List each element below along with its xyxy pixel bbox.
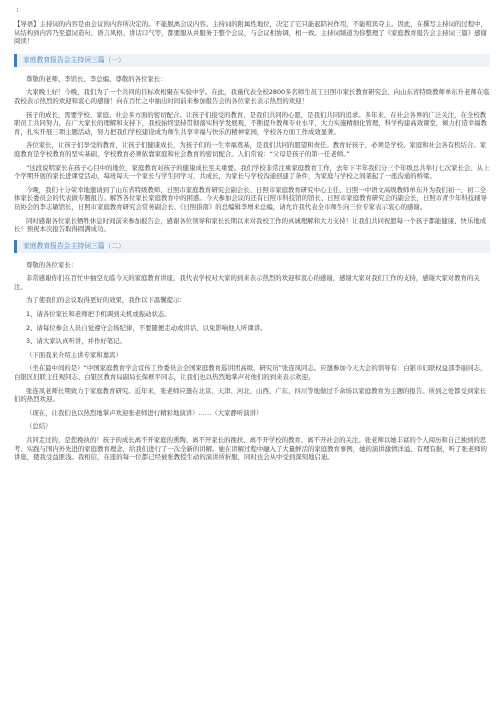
paragraph: （下面我来介绍主讲专家和嘉宾） bbox=[26, 350, 122, 359]
paragraph: 尊敬的老师、李馆长、李总编、尊敬的各位家长： bbox=[26, 74, 167, 83]
paragraph: 孩子的成长，需要学校、家庭、社会多方面的密切配合。让孩子们接受的教育，是我们共同的心愿，是我们共同的追求。多年来，在社会各界的广泛关注，在全校教职员工共同努力，在广大家长的理解和支持下，我校始终坚持贯彻落实科学发展观，不断提升教师专业水平，大力实施精细化管理，科学构建高效课堂，倾力打造幸福教育，扎实开展三项主题活动，努力把我们学校建设成为师生共享幸福与快乐的精神家园，学校各方面工作成效显著。 bbox=[14, 110, 487, 136]
paragraph: 张连凤老师长期致力于家庭教育研究。近年来，张老师应邀在北京、天津、河北、山西、广东、四川等地做过千余场以家庭教育为主题的报告。所到之处都受到家长们的热烈欢迎。 bbox=[14, 386, 487, 404]
section-heading-2: 家庭教育报告会主持词三篇（二） bbox=[14, 240, 490, 253]
paragraph: （现在，让我们也以热烈地掌声欢迎张老师进行精彩地演讲）……（大家静听演讲） bbox=[26, 408, 263, 417]
section-heading-1: 家庭教育报告会主持词三篇（一） bbox=[14, 54, 490, 67]
page-number: 1 bbox=[16, 8, 20, 14]
paragraph: （坐在最中间的是）“中国家庭教育学会宣传工作委员会全国家庭教育巡讲团高级、研究员”张连凤同志。应邀参加今天大会的领导有：白银市妇联权益部李丽同志、白银区妇联主任观同志、白银区教育局副局长保框平同志，让我们也以热烈地掌声对他们的到来表示欢迎。 bbox=[14, 364, 487, 382]
paragraph: 同时感谢各位家长牺牲休息时间前来参加报告会，感谢各位领导和家长长期以来对我校工作的真诚理解和大力支持！让我们共同祝愿每一个孩子都能健康、快乐地成长！预祝本次报告取得圆满成功。 bbox=[14, 216, 487, 234]
lead-paragraph: 【导语】主持词的内容是由会议的内容所决定的。不能脱离会议内容。主持词的附属性地位，决定了它只能起陪衬作用，不能喧宾夺主。因此，在撰写主持词的过程中，从结构到内容乃至遣词造句、语言风格、讲话口气等，都要服从并服务于整个会议，与会议相协调，相一致。主持词频道为你整理了《家庭教育报告会主持词三篇》感谢阅读！ bbox=[14, 20, 487, 46]
paragraph: （总结） bbox=[26, 422, 52, 431]
paragraph: “这段说明家长在孩子心目中的地位，家庭教育对孩子的健康成长至关重要。我们学校非常注重家庭教育工作，去年下半年我们分三个年级总共举行七次家长会。从上个学期开展的家长进课堂活动，每班每天一个家长与学生同学习，共成长，为家长与学校沟通创建了条件，为家庭与学校之间架起了一座沟通的桥梁。 bbox=[14, 163, 490, 181]
paragraph: 为了使我们的会议取得更好的效果，我作以下温馨提示： bbox=[26, 296, 186, 305]
paragraph: 共同走过的，是您挽执的！孩子的成长离不开家庭的熏陶、离不开家长的挽扶、离不开学校的教育、离不开社会的关注。张老师以她丰富的个人阅历和自己独到的思考、实践与国内外先进的家庭教育理念，给我们进行了一次全新的讲解。她在讲解过程中融入了大量鲜活的家庭教育事例，她的演讲激情洋溢、有理有据，听了张老师的讲座，使我受益匪浅。我相信，在座的每一位都已经被张教授生动的演讲所折服，同时也会从中受到深刻地启迪。 bbox=[14, 436, 487, 462]
section-2-body bbox=[14, 261, 490, 462]
paragraph: 各位家长，让孩子们享受的教育，让孩子们健康成长，为孩子们的一生幸福奠基，是我们共同的愿望和责任。教育好孩子，必须是学校、家庭和社会各有机结合。家庭教育是学校教育的坚实基础，学校教育必须依靠家庭和社会教育的密切配合。人们常说：“父母是孩子的第一任老师。” bbox=[14, 141, 487, 158]
paragraph: 2、请每位参会人员自觉遵守会场纪律，不要随便走动或讲话，以免影响他人听课讲。 bbox=[26, 323, 267, 332]
paragraph: 大家晚上好！今晚，我们为了一个共同的目标欢相聚在实验中学。在此，我谨代表全校2800多名师生员工日照市家长教育研究会、向山东省特级教师单东升老师在临我校表示热烈的欢迎和衷心的感谢！向在百忙之中抽出时间前来参加报告会的各位家长表示热烈的欢迎！ bbox=[14, 88, 490, 105]
paragraph: 3、请大家认真听讲，并作好笔记。 bbox=[26, 337, 126, 346]
section-1-body bbox=[14, 75, 490, 234]
paragraph: 1、请各位家长和老师把手机调到关机或振动状态。 bbox=[26, 310, 171, 319]
paragraph: 非常感谢你们在百忙中抽空光临今天的家庭教育讲座，我代表学校对大家的到来表示热烈的欢迎和衷心的感谢，感谢大家对我们工作的支持，感谢大家对教育的关注。 bbox=[14, 274, 480, 291]
paragraph: 尊敬的各位家长： bbox=[26, 260, 78, 269]
paragraph: 今晚，我们十分荣幸地邀请到了山东省特级教师、日照市家庭教育研究会副会长、日照市家庭教育研究中心主任、日照一中语文高级教师单东升为我们初一、初二全体家长委员会的代表做专题报告。解答各位家长家庭教育中的困惑。今天参加会议的还有日照市科技馆的馆长、日照市家庭教育研究会的副会长，日照市青少年科技辅导员协会的李志敏馆长，日照市家庭教育研究会常务副会长、《日照指南》的总编辑李增来总编，请允许我代表全市师生向三位专家表示衷心的感谢。 bbox=[14, 185, 487, 211]
